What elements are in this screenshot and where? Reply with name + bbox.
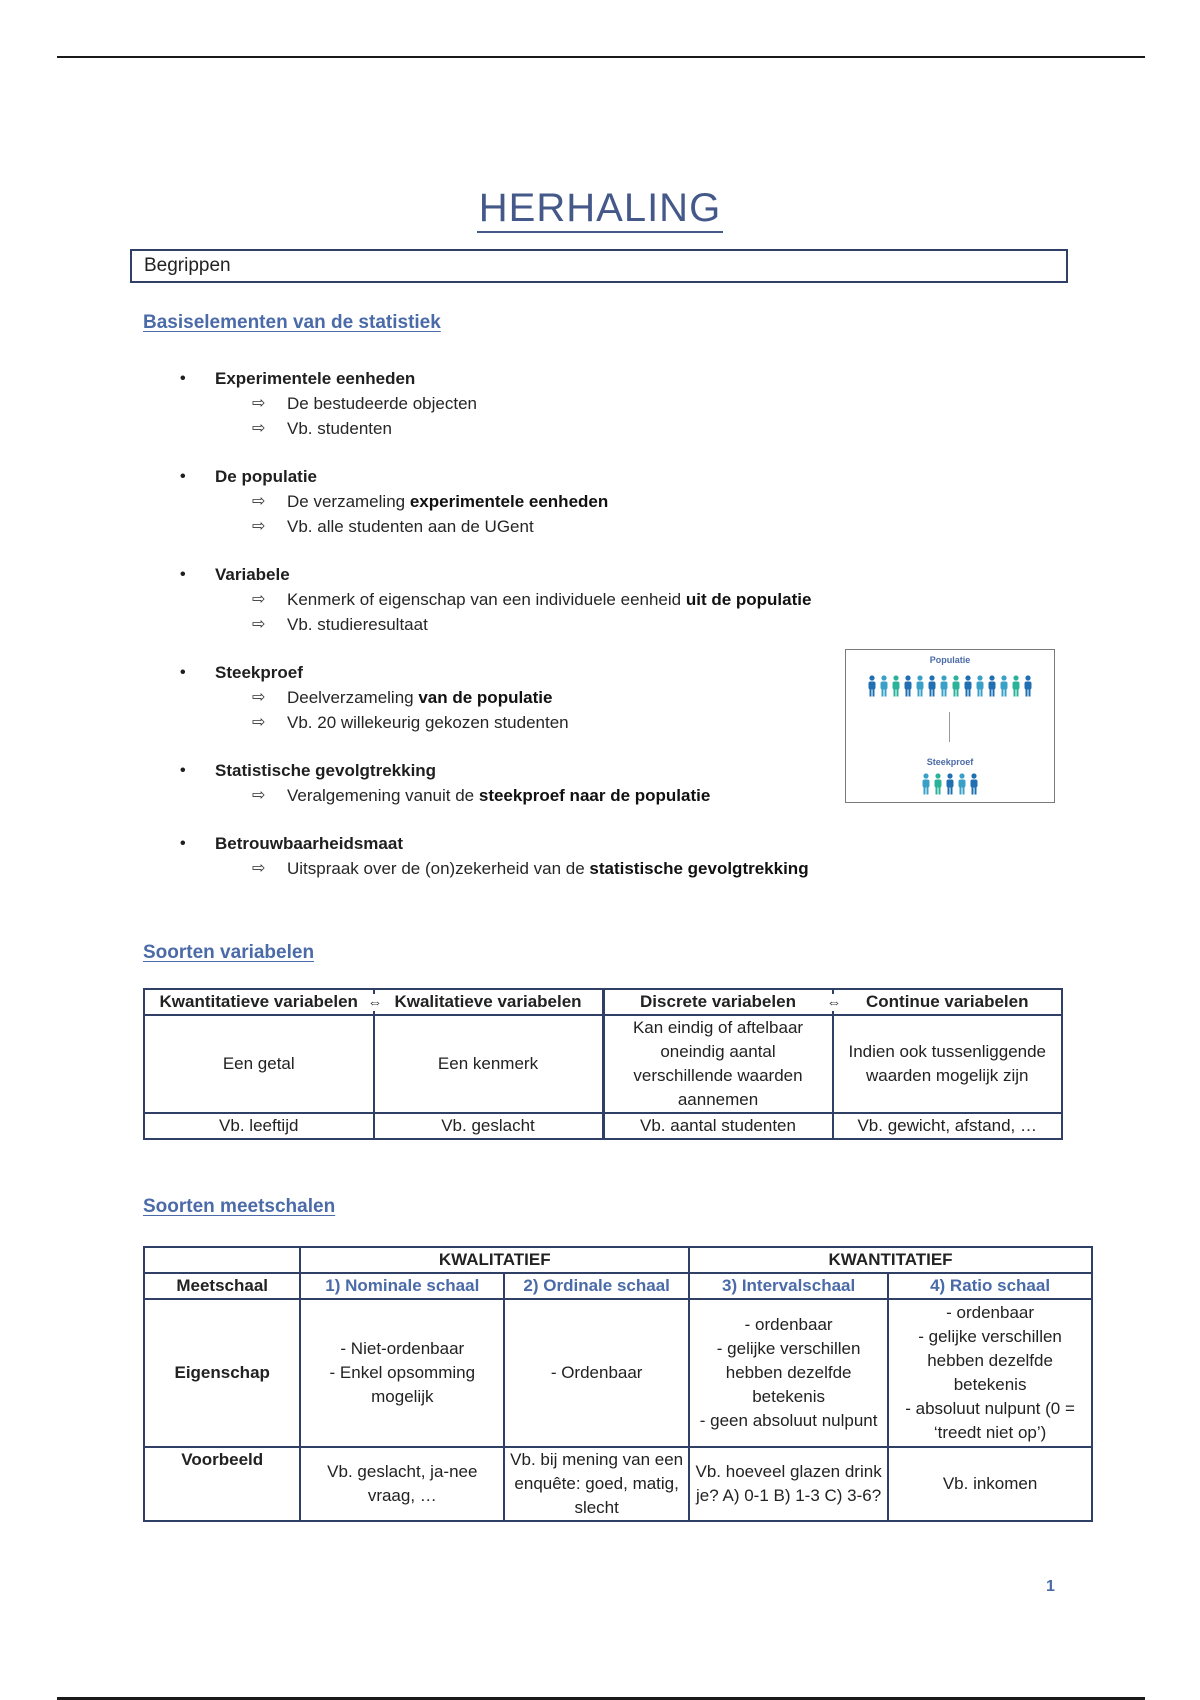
arrow-icon: ⇨ <box>252 395 266 412</box>
list-item <box>180 562 880 637</box>
definition-cell: Indien ook tussenliggende waarden mogelijk zijn <box>833 1015 1063 1113</box>
down-arrow-icon <box>949 712 950 742</box>
sub-item: ⇨ Vb. studieresultaat <box>180 612 880 637</box>
property-cell <box>300 1299 504 1447</box>
person-icon <box>975 675 985 697</box>
person-icon <box>1011 675 1021 697</box>
person-icon <box>933 773 943 795</box>
property-line: - ordenbaar <box>744 1315 833 1334</box>
row-label-eigenschap: Eigenschap <box>144 1299 300 1447</box>
example-cell: Vb. bij mening van een enquête: goed, matig, slecht <box>504 1447 689 1521</box>
example-cell: Vb. aantal studenten <box>603 1113 833 1139</box>
person-icon <box>969 773 979 795</box>
variables-table <box>143 988 1063 1140</box>
list-item <box>180 758 880 808</box>
person-icon <box>921 773 931 795</box>
arrow-icon: ⇨ <box>252 860 266 877</box>
property-line: - gelijke verschillen hebben dezelfde betekenis <box>918 1327 1062 1394</box>
property-cell <box>689 1299 888 1447</box>
bullet-icon: • <box>180 468 186 485</box>
bullet-icon: • <box>180 835 186 852</box>
property-line: - absoluut nulpunt (0 = ‘treedt niet op’) <box>905 1399 1075 1442</box>
person-icon <box>999 675 1009 697</box>
sub-item: ⇨ Kenmerk of eigenschap van een individuele eenheid uit de populatie <box>180 587 880 612</box>
property-line: - geen absoluut nulpunt <box>699 1411 878 1430</box>
bullet-list <box>180 366 880 904</box>
person-icon <box>1023 675 1033 697</box>
bullet-icon: • <box>180 566 186 583</box>
scale-ratio: 4) Ratio schaal <box>888 1273 1092 1299</box>
person-icon <box>951 675 961 697</box>
page-title: HERHALING <box>0 186 1200 231</box>
scale-nominaal: 1) Nominale schaal <box>300 1273 504 1299</box>
arrow-icon: ⇨ <box>252 591 266 608</box>
heading-basiselementen: Basiselementen van de statistiek <box>143 312 441 333</box>
list-item <box>180 831 880 881</box>
scale-ordinaal: 2) Ordinale schaal <box>504 1273 689 1299</box>
person-icon <box>957 773 967 795</box>
bullet-heading: • Experimentele eenheden <box>180 366 880 391</box>
population-sample-diagram <box>845 649 1055 803</box>
row-label-meetschaal: Meetschaal <box>144 1273 300 1299</box>
example-cell: Vb. hoeveel glazen drink je? A) 0-1 B) 1-3 C) 3-6? <box>689 1447 888 1521</box>
definition-cell: Kan eindig of aftelbaar oneindig aantal verschillende waarden aannemen <box>603 1015 833 1113</box>
person-icon <box>939 675 949 697</box>
definition-cell: Een kenmerk <box>374 1015 604 1113</box>
sub-item: ⇨ Vb. alle studenten aan de UGent <box>180 514 880 539</box>
person-icon <box>891 675 901 697</box>
arrow-icon: ⇨ <box>252 689 266 706</box>
bullet-heading: • De populatie <box>180 464 880 489</box>
sub-item: ⇨ Vb. 20 willekeurig gekozen studenten <box>180 710 880 735</box>
heading-soorten-meetschalen: Soorten meetschalen <box>143 1196 336 1217</box>
person-icon <box>903 675 913 697</box>
top-rule <box>57 56 1145 58</box>
person-icon <box>915 675 925 697</box>
property-line: - ordenbaar <box>946 1303 1035 1322</box>
person-icon <box>987 675 997 697</box>
double-arrow-icon: ⇔ <box>367 994 383 1011</box>
property-line: - gelijke verschillen hebben dezelfde betekenis <box>716 1339 861 1406</box>
bullet-heading: • Steekproef <box>180 660 880 685</box>
population-people-icons <box>846 675 1054 697</box>
bullet-heading: • Variabele <box>180 562 880 587</box>
heading-soorten-variabelen: Soorten variabelen <box>143 942 315 963</box>
header-continu: Continue variabelen <box>833 989 1063 1015</box>
definition-cell: Een getal <box>144 1015 374 1113</box>
sample-people-icons <box>846 773 1054 795</box>
person-icon <box>879 675 889 697</box>
person-icon <box>963 675 973 697</box>
example-cell: Vb. leeftijd <box>144 1113 374 1139</box>
arrow-icon: ⇨ <box>252 518 266 535</box>
example-cell: Vb. geslacht <box>374 1113 604 1139</box>
population-label: Populatie <box>929 655 971 665</box>
person-icon <box>945 773 955 795</box>
property-line: - Ordenbaar <box>550 1363 643 1382</box>
bullet-icon: • <box>180 664 186 681</box>
sub-item: ⇨ Vb. studenten <box>180 416 880 441</box>
property-line: - Enkel opsomming mogelijk <box>329 1363 476 1406</box>
person-icon <box>867 675 877 697</box>
sub-item: ⇨ De verzameling experimentele eenheden <box>180 489 880 514</box>
property-line: - Niet-ordenbaar <box>340 1339 465 1358</box>
list-item <box>180 366 880 441</box>
page-number: 1 <box>1046 1578 1055 1595</box>
arrow-icon: ⇨ <box>252 420 266 437</box>
example-cell: Vb. inkomen <box>888 1447 1092 1521</box>
sub-item: ⇨ De bestudeerde objecten <box>180 391 880 416</box>
person-icon <box>927 675 937 697</box>
list-item <box>180 660 880 735</box>
arrow-icon: ⇨ <box>252 714 266 731</box>
sub-item: ⇨ Veralgemening vanuit de steekproef naar de populatie <box>180 783 880 808</box>
example-cell: Vb. gewicht, afstand, … <box>833 1113 1063 1139</box>
section-box-begrippen: Begrippen <box>130 249 1068 283</box>
example-cell: Vb. geslacht, ja-nee vraag, … <box>300 1447 504 1521</box>
empty-corner-cell <box>144 1247 300 1273</box>
arrow-icon: ⇨ <box>252 787 266 804</box>
scale-interval: 3) Intervalschaal <box>689 1273 888 1299</box>
group-kwantitatief: KWANTITATIEF <box>689 1247 1092 1273</box>
bullet-heading: • Betrouwbaarheidsmaat <box>180 831 880 856</box>
property-cell <box>888 1299 1092 1447</box>
bullet-icon: • <box>180 370 186 387</box>
sample-label: Steekproef <box>926 757 974 767</box>
group-kwalitatief: KWALITATIEF <box>300 1247 689 1273</box>
arrow-icon: ⇨ <box>252 493 266 510</box>
row-label-voorbeeld: Voorbeeld <box>144 1447 300 1521</box>
sub-item: ⇨ Deelverzameling van de populatie <box>180 685 880 710</box>
header-kwalitatief: Kwalitatieve variabelen <box>374 989 604 1015</box>
measurement-scales-table <box>143 1246 1093 1522</box>
arrow-icon: ⇨ <box>252 616 266 633</box>
property-cell <box>504 1299 689 1447</box>
header-discreet: Discrete variabelen ⇔ <box>603 989 833 1015</box>
double-arrow-icon: ⇔ <box>826 994 842 1011</box>
sub-item: ⇨ Uitspraak over de (on)zekerheid van de statistische gevolgtrekking <box>180 856 880 881</box>
list-item <box>180 464 880 539</box>
bullet-icon: • <box>180 762 186 779</box>
bullet-heading: • Statistische gevolgtrekking <box>180 758 880 783</box>
header-kwantitatief: Kwantitatieve variabelen ⇔ <box>144 989 374 1015</box>
